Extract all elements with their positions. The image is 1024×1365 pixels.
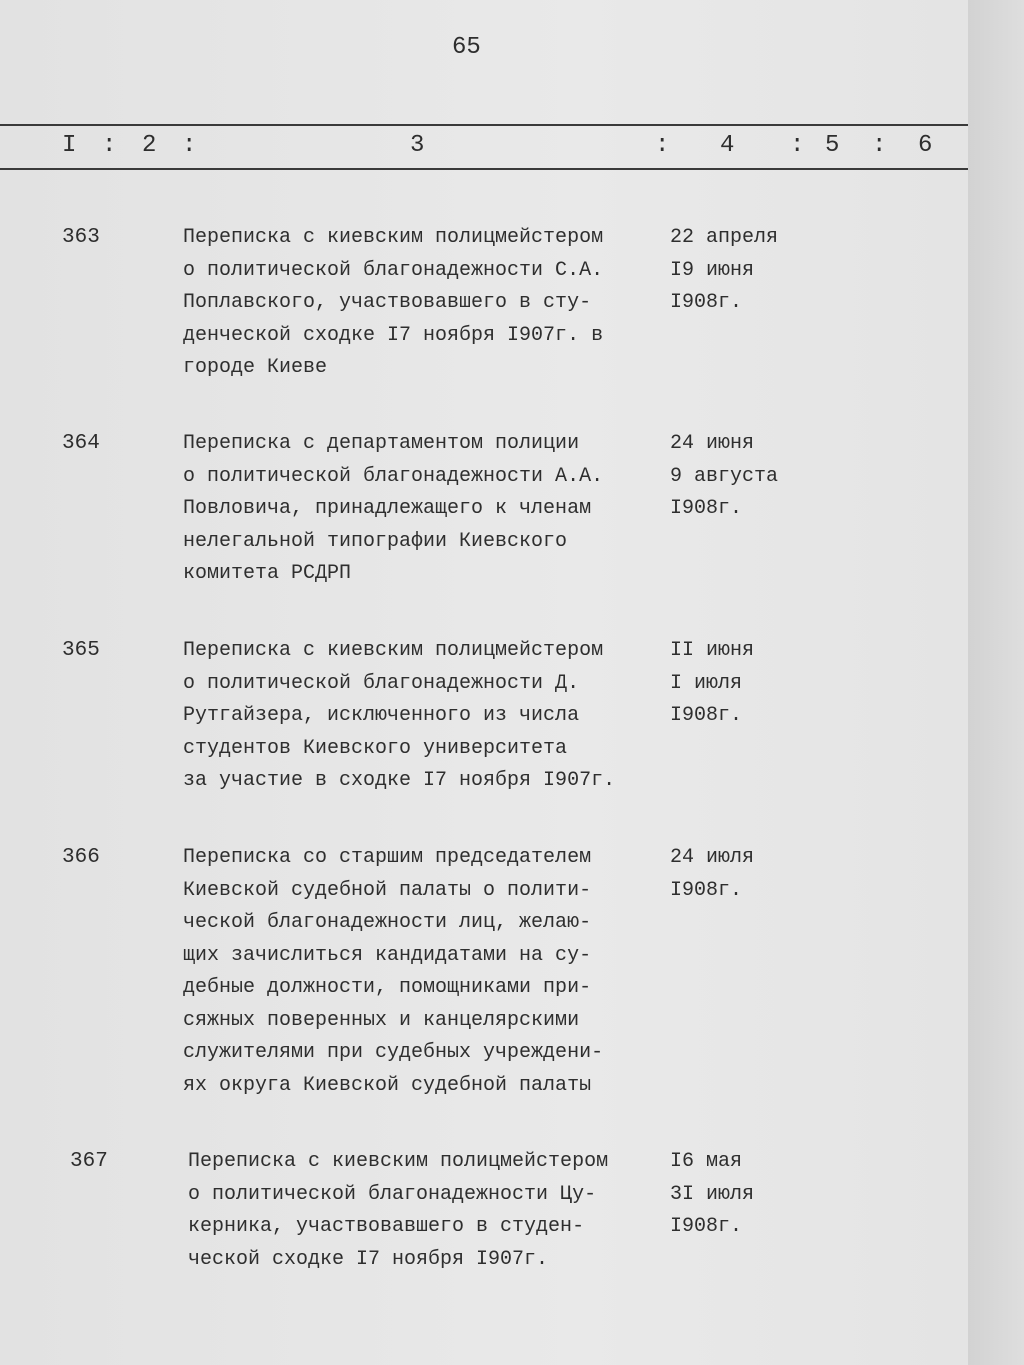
entry-description xyxy=(183,428,683,591)
description-line: за участие в сходке I7 ноября I907г. xyxy=(183,769,616,792)
description-line: денческой сходке I7 ноября I907г. в xyxy=(183,323,604,347)
column-separator: : xyxy=(872,132,887,159)
entry-description xyxy=(183,222,683,385)
date-line: I9 июня xyxy=(670,258,755,282)
column-separator: : xyxy=(655,132,670,159)
entry-dates xyxy=(670,1146,754,1244)
date-line: I июля xyxy=(670,671,743,695)
description-line: Переписка с киевским полицмейстером xyxy=(188,1150,609,1173)
header-rule-bottom xyxy=(0,168,968,170)
date-line: I6 мая xyxy=(670,1150,743,1173)
description-line: комитета РСДРП xyxy=(183,562,352,585)
description-line: ческой благонадежности лиц, желаю- xyxy=(183,911,592,934)
description-line: Повловича, принадлежащего к членам xyxy=(183,497,592,520)
entry-description xyxy=(183,842,683,1102)
page-number: 65 xyxy=(452,34,481,61)
description-line: Переписка с киевским полицмейстером xyxy=(183,226,604,249)
entry-number: 363 xyxy=(62,226,100,249)
description-line: дебные должности, помощниками при- xyxy=(183,976,592,999)
date-line: I908г. xyxy=(670,704,743,727)
description-line: ях округа Киевской судебной палаты xyxy=(183,1073,592,1097)
description-line: служителями при судебных учреждени- xyxy=(183,1041,604,1064)
column-number: 4 xyxy=(720,132,735,159)
description-line: Поплавского, участвовавшего в сту- xyxy=(183,291,592,314)
column-separator: : xyxy=(182,132,197,159)
date-line: 22 апреля xyxy=(670,226,779,249)
description-line: щих зачислиться кандидатами на су- xyxy=(183,943,592,967)
entry-number: 365 xyxy=(62,639,100,662)
date-line: 24 июня xyxy=(670,432,755,455)
date-line: 9 августа xyxy=(670,464,779,488)
description-line: ческой сходке I7 ноября I907г. xyxy=(188,1247,549,1271)
entry-number: 367 xyxy=(70,1150,108,1173)
description-line: о политической благонадежности Д. xyxy=(183,671,580,695)
date-line: II июня xyxy=(670,639,755,662)
date-line: 3I июля xyxy=(670,1182,755,1206)
description-line: о политической благонадежности Цу- xyxy=(188,1182,597,1206)
column-number: I xyxy=(62,132,77,159)
description-line: Рутгайзера, исключенного из числа xyxy=(183,704,580,727)
description-line: сяжных поверенных и канцелярскими xyxy=(183,1008,580,1032)
entry-dates xyxy=(670,222,778,320)
description-line: керника, участвовавшего в студен- xyxy=(188,1215,585,1238)
entry-dates xyxy=(670,635,754,733)
entry-number: 364 xyxy=(62,432,100,455)
entry-number: 366 xyxy=(62,846,100,869)
date-line: 24 июля xyxy=(670,846,755,869)
description-line: Переписка со старшим председателем xyxy=(183,846,592,869)
description-line: о политической благонадежности С.А. xyxy=(183,258,604,282)
description-line: Киевской судебной палаты о полити- xyxy=(183,878,592,902)
column-number: 6 xyxy=(918,132,933,159)
entry-dates xyxy=(670,842,754,907)
date-line: I908г. xyxy=(670,878,743,902)
description-line: Переписка с департаментом полиции xyxy=(183,432,580,455)
description-line: Переписка с киевским полицмейстером xyxy=(183,639,604,662)
header-rule-top xyxy=(0,124,968,126)
column-number: 3 xyxy=(410,132,425,159)
description-line: о политической благонадежности А.А. xyxy=(183,464,604,488)
page-edge xyxy=(968,0,1024,1365)
entry-description xyxy=(183,635,683,798)
entry-dates xyxy=(670,428,778,526)
date-line: I908г. xyxy=(670,497,743,520)
column-number: 2 xyxy=(142,132,157,159)
entry-description xyxy=(188,1146,688,1276)
description-line: студентов Киевского университета xyxy=(183,736,568,760)
column-separator: : xyxy=(102,132,117,159)
date-line: I908г. xyxy=(670,291,743,314)
description-line: городе Киеве xyxy=(183,356,328,379)
description-line: нелегальной типографии Киевского xyxy=(183,529,568,553)
date-line: I908г. xyxy=(670,1215,743,1238)
column-separator: : xyxy=(790,132,805,159)
column-number: 5 xyxy=(825,132,840,159)
